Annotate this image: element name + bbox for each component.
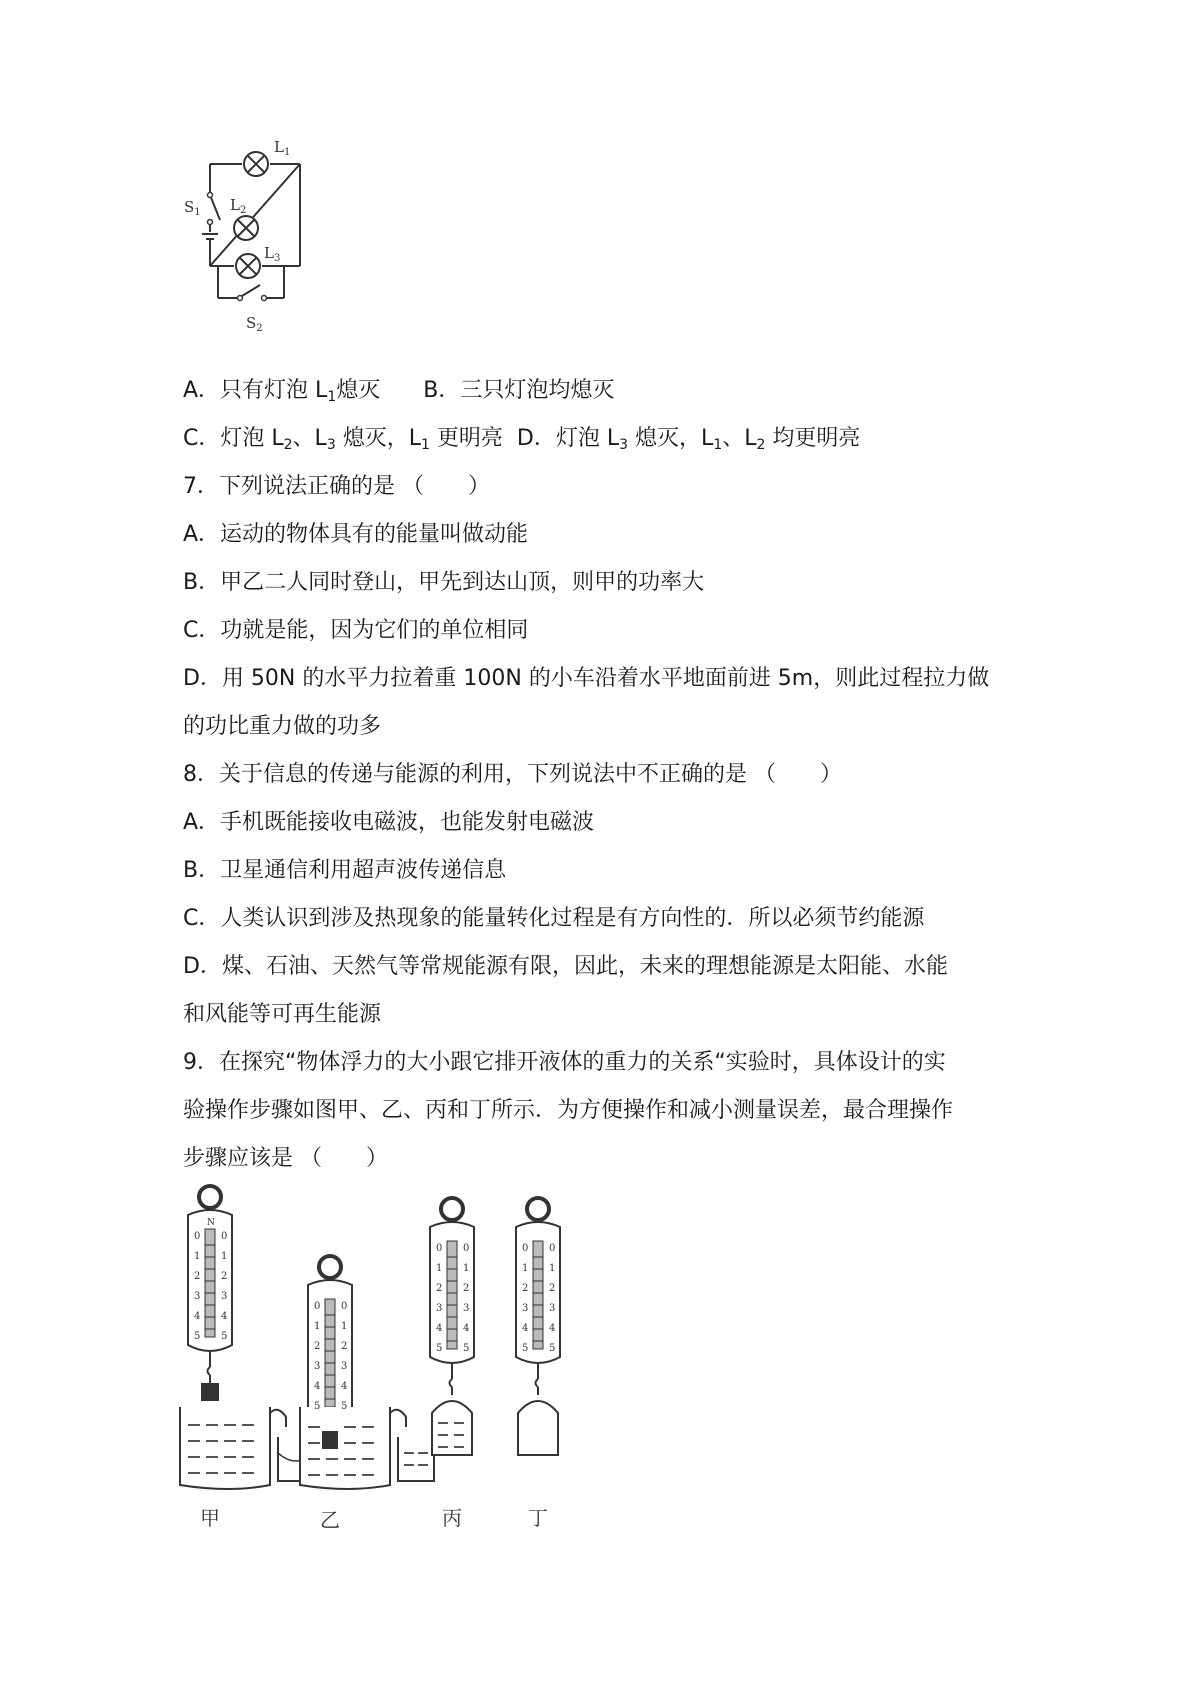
scale-tick-label: 3 <box>549 1303 556 1314</box>
scale-tick-label: 0 <box>341 1301 348 1312</box>
q7-stem: 7．下列说法正确的是 （ ） <box>183 474 490 499</box>
scale-tick-label: 4 <box>436 1323 443 1334</box>
scale-tick-label: 1 <box>549 1263 556 1274</box>
label-bing: 丙 <box>442 1506 462 1530</box>
scale-tick-label: 0 <box>463 1243 470 1254</box>
q7-option-a: A．运动的物体具有的能量叫做动能 <box>183 522 529 547</box>
label-s1: $S_1$ <box>184 198 201 218</box>
scale-tick-label: 1 <box>522 1263 529 1274</box>
scale-tick-label: 0 <box>522 1243 529 1254</box>
q9-stem-line2: 验操作步骤如图甲、乙、丙和丁所示．为方便操作和减小测量误差，最合理操作 <box>183 1098 954 1123</box>
scale-tick-label: 5 <box>549 1343 556 1354</box>
scale-tick-label: 1 <box>221 1251 228 1262</box>
q8-option-c: C．人类认识到涉及热现象的能量转化过程是有方向性的．所以必须节约能源 <box>183 906 925 931</box>
q7-option-b: B．甲乙二人同时登山，甲先到达山顶，则甲的功率大 <box>183 570 705 595</box>
scale-tick-label: 1 <box>463 1263 470 1274</box>
scale-tick-label: 2 <box>221 1271 228 1282</box>
scale-tick-label: 3 <box>221 1291 228 1302</box>
scale-tick-label: 3 <box>522 1303 529 1314</box>
label-s2: $S_2$ <box>246 314 263 334</box>
q9-stem-line1: 9．在探究“物体浮力的大小跟它排开液体的重力的关系“实验时，具体设计的实 <box>183 1050 946 1075</box>
label-l2: $L_2$ <box>230 196 247 216</box>
scale-tick-label: 0 <box>221 1231 228 1242</box>
scale-tick-label: 1 <box>194 1251 201 1262</box>
q6-option-a: A．只有灯泡 $L_1$熄灭 <box>183 378 381 405</box>
q9-stem-line3: 步骤应该是 （ ） <box>183 1146 388 1171</box>
q6-option-b: B．三只灯泡均熄灭 <box>423 378 615 403</box>
scale-tick-label: 4 <box>194 1311 201 1322</box>
q6-option-d: D．灯泡 $L_3$ 熄灭，$L_1$、$L_2$ 均更明亮 <box>516 426 861 453</box>
scale-tick-label: 3 <box>314 1361 321 1372</box>
scale-tick-label: 5 <box>194 1331 201 1342</box>
scale-tick-label: 4 <box>549 1323 556 1334</box>
q8-stem: 8．关于信息的传递与能源的利用，下列说法中不正确的是 （ ） <box>183 762 842 787</box>
scale-tick-label: 4 <box>221 1311 228 1322</box>
unit-label: N <box>207 1218 215 1228</box>
scale-tick-label: 2 <box>314 1341 321 1352</box>
scale-tick-label: 1 <box>341 1321 348 1332</box>
scale-tick-label: 4 <box>314 1381 321 1392</box>
scale-tick-label: 5 <box>522 1343 529 1354</box>
scale-tick-label: 5 <box>221 1331 228 1342</box>
scale-tick-label: 5 <box>463 1343 470 1354</box>
q8-option-b: B．卫星通信利用超声波传递信息 <box>183 858 507 883</box>
q6-options-cd <box>183 424 860 460</box>
label-jia: 甲 <box>200 1506 220 1530</box>
label-yi: 乙 <box>320 1508 340 1532</box>
q8-option-d-line2: 和风能等可再生能源 <box>183 1002 382 1027</box>
scale-tick-label: 5 <box>436 1343 443 1354</box>
scale-tick-label: 2 <box>463 1283 470 1294</box>
scale-tick-label: 0 <box>194 1231 201 1242</box>
scale-tick-label: 2 <box>194 1271 201 1282</box>
spring-balance-figure <box>180 1185 630 1545</box>
scale-tick-label: 1 <box>314 1321 321 1332</box>
scale-tick-label: 3 <box>194 1291 201 1302</box>
scale-tick-label: 3 <box>436 1303 443 1314</box>
scale-tick-label: 4 <box>522 1323 529 1334</box>
q6-option-c: C．灯泡 $L_2$、$L_3$ 熄灭，$L_1$ 更明亮 <box>183 426 503 453</box>
label-l3: $L_3$ <box>264 244 281 264</box>
q6-options-ab <box>183 376 614 412</box>
scale-tick-label: 0 <box>436 1243 443 1254</box>
scale-tick-label: 4 <box>341 1381 348 1392</box>
q8-option-d-line1: D．煤、石油、天然气等常规能源有限，因此，未来的理想能源是太阳能、水能 <box>183 954 948 979</box>
q7-option-c: C．功就是能，因为它们的单位相同 <box>183 618 529 643</box>
scale-tick-label: 0 <box>314 1301 321 1312</box>
scale-tick-label: 1 <box>436 1263 443 1274</box>
scale-tick-label: 2 <box>522 1283 529 1294</box>
q8-option-a: A．手机既能接收电磁波，也能发射电磁波 <box>183 810 595 835</box>
scale-tick-label: 2 <box>436 1283 443 1294</box>
scale-tick-label: 4 <box>463 1323 470 1334</box>
label-ding: 丁 <box>528 1506 548 1530</box>
scale-tick-label: 5 <box>314 1401 321 1412</box>
scale-tick-label: 3 <box>463 1303 470 1314</box>
scale-tick-label: 3 <box>341 1361 348 1372</box>
circuit-diagram <box>184 138 340 340</box>
q7-option-d-line1: D．用 50N 的水平力拉着重 100N 的小车沿着水平地面前进 5m，则此过程拉力做 <box>183 666 990 691</box>
scale-tick-label: 2 <box>341 1341 348 1352</box>
q7-option-d-line2: 的功比重力做的功多 <box>183 714 382 739</box>
scale-tick-label: 0 <box>549 1243 556 1254</box>
scale-tick-label: 5 <box>341 1401 348 1412</box>
label-l1: $L_1$ <box>274 138 291 158</box>
scale-tick-label: 2 <box>549 1283 556 1294</box>
